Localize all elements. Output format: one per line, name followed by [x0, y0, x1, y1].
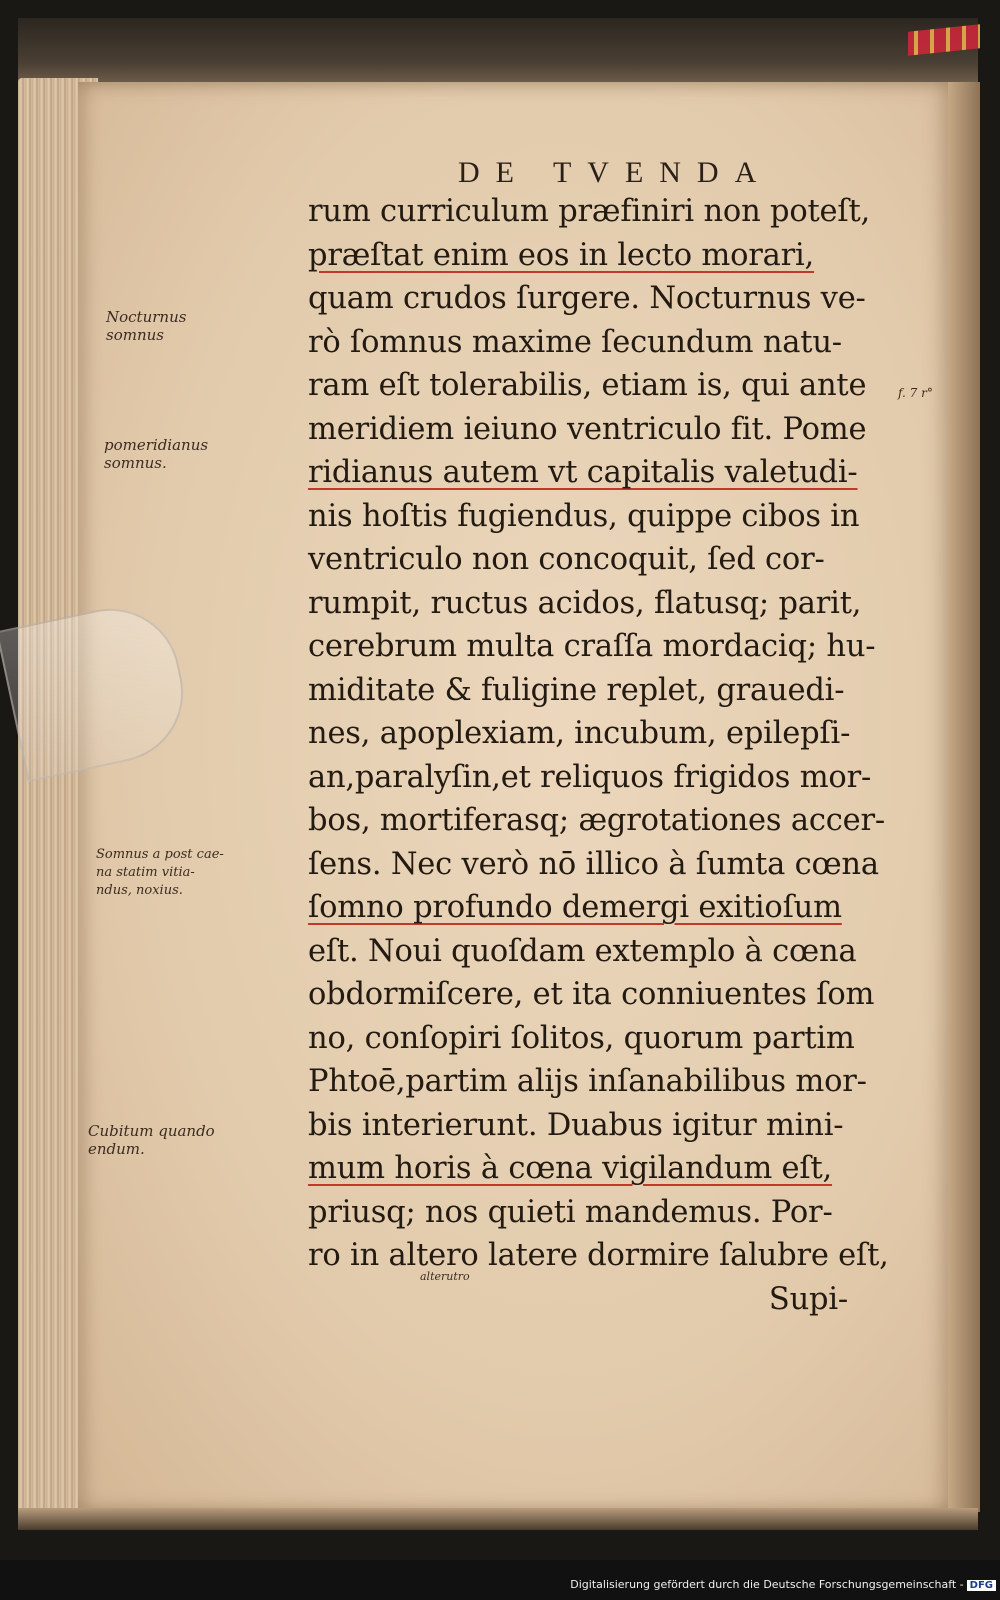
footer-text: Digitalisierung gefördert durch die Deutsche Forschungsgemeinschaft -	[570, 1578, 964, 1591]
text-line: Phtoē,partim alijs inſanabilibus mor-	[308, 1064, 867, 1099]
interlinear-note: alterutro	[420, 1270, 470, 1283]
text-line: rum curriculum præfiniri non poteſt,	[308, 194, 871, 229]
margin-folio-note: f. 7 r°	[898, 386, 933, 400]
text-line: an,paralyſin,et reliquos frigidos mor-	[308, 759, 872, 795]
text-line: ro in altero latere dormire ſalubre eſt,	[308, 1238, 889, 1273]
body-text	[308, 190, 908, 1321]
text-line: no, conſopiri ſolitos, quorum partim	[308, 1020, 855, 1056]
text-line: miditate & fuligine replet, grauedi-	[308, 672, 845, 708]
running-head: DE TVENDA	[458, 156, 773, 189]
dfg-logo: DFG	[967, 1580, 996, 1591]
book-top-shadow	[18, 18, 978, 82]
text-line: bis interierunt. Duabus igitur mini-	[308, 1107, 844, 1143]
text-line: ſomno profundo demergi exitioſum	[308, 890, 842, 925]
digitization-footer	[570, 1578, 996, 1591]
marginal-note: Nocturnus somnus	[106, 308, 187, 344]
text-line: cerebrum multa craſſa mordaciq; hu-	[308, 629, 876, 664]
text-line: nes, apoplexiam, incubum, epilepſi-	[308, 716, 851, 751]
text-line: ſens. Nec verò nō illico à ſumta cœna	[308, 846, 879, 882]
text-line: quam crudos ſurgere. Nocturnus ve-	[308, 281, 866, 316]
text-line: nis hoſtis fugiendus, quippe cibos in	[308, 498, 860, 534]
text-line: ridianus autem vt capitalis valetudi-	[308, 455, 858, 490]
text-line: meridiem ieiuno ventriculo fit. Pome	[308, 411, 867, 447]
text-line: ram eſt tolerabilis, etiam is, qui ante	[308, 368, 867, 403]
bottom-edge	[18, 1508, 978, 1530]
text-line: bos, mortiferasq; ægrotationes accer-	[308, 803, 885, 838]
text-line: mum horis à cœna vigilandum eſt,	[308, 1151, 833, 1186]
text-line: ventriculo non concoquit, ſed cor-	[308, 542, 825, 577]
text-line: rò ſomnus maxime ſecundum natu-	[308, 324, 842, 360]
marginal-note: Somnus a post cae- na statim vitia- ndus, noxius.	[96, 847, 224, 898]
text-line: præſtat enim eos in lecto morari,	[308, 237, 815, 273]
text-line: rumpit, ructus acidos, flatusq; parit,	[308, 585, 862, 621]
marginal-note: pomeridianus somnus.	[104, 436, 209, 472]
binding-edge	[948, 82, 980, 1512]
marginal-note: Cubitum quando endum.	[88, 1122, 215, 1158]
text-line: eſt. Noui quoſdam extemplo à cœna	[308, 933, 857, 969]
text-line: obdormiſcere, et ita conniuentes ſom	[308, 977, 875, 1012]
text-line: priusq; nos quieti mandemus. Por-	[308, 1194, 833, 1230]
catchword: Supi-	[768, 1281, 848, 1317]
